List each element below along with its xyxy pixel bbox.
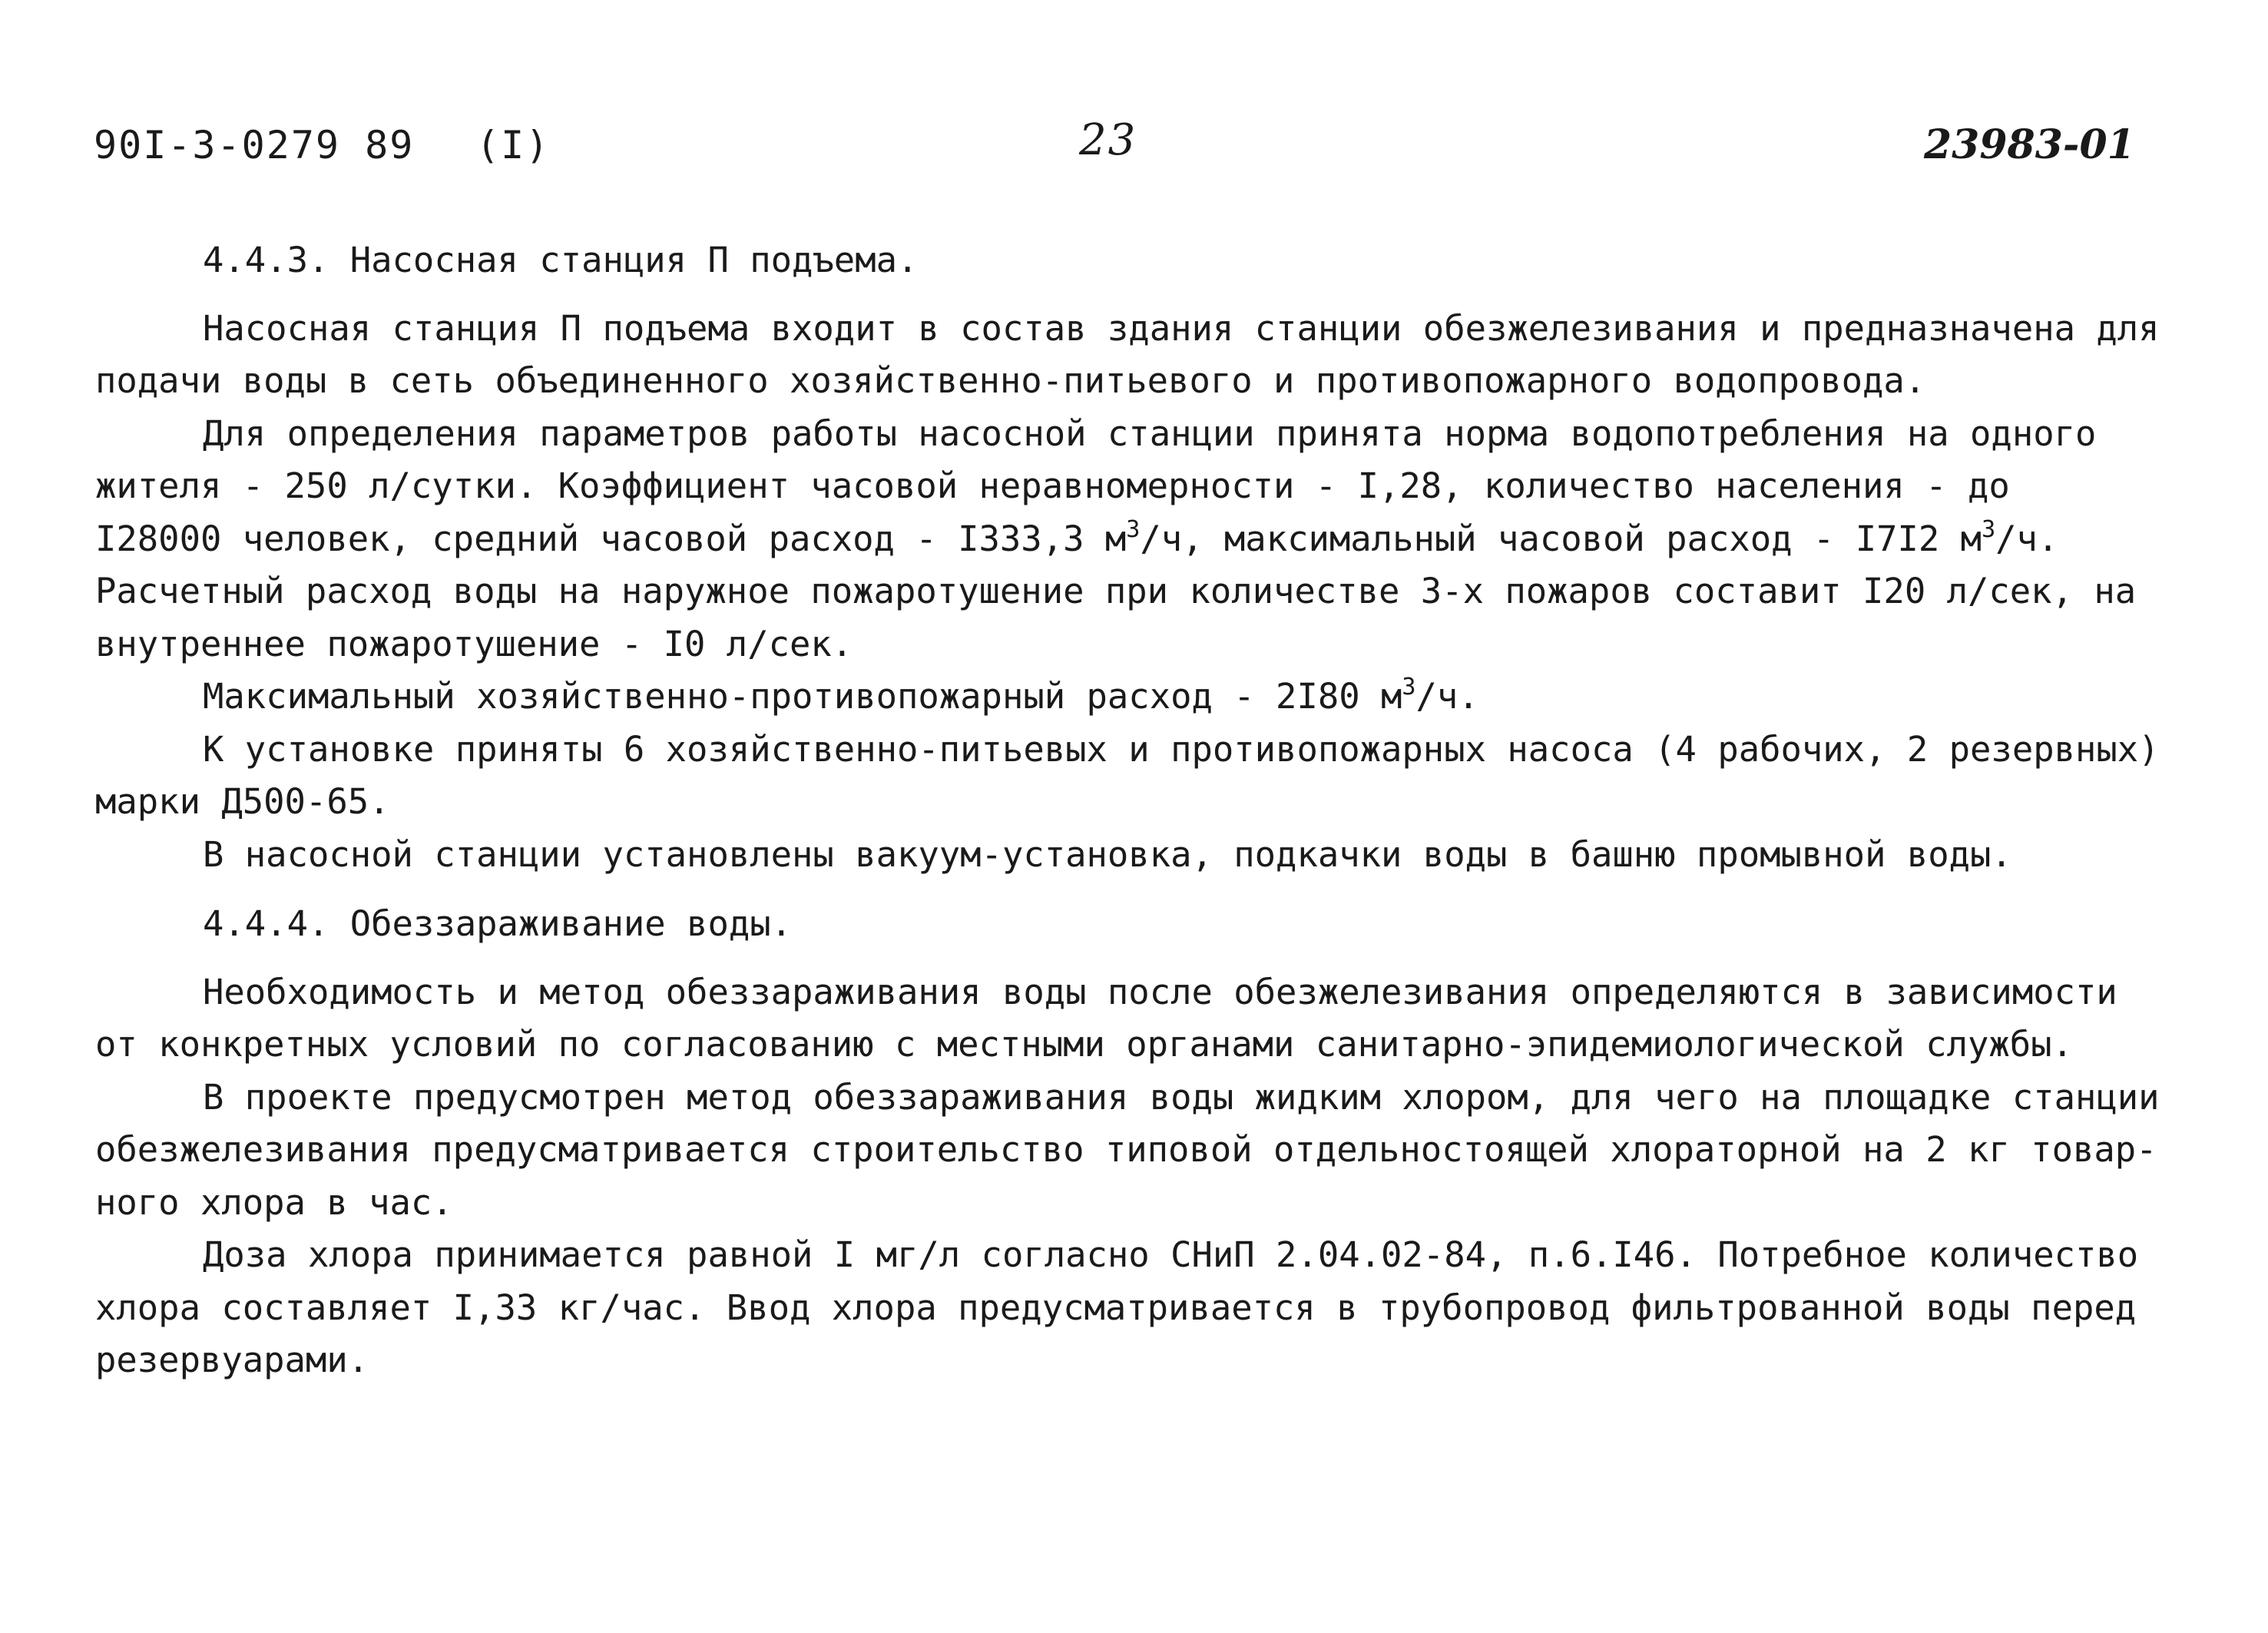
text-line: подачи воды в сеть объединенного хозяйственно-питьевого и противопожарного водопровода. [95, 360, 1926, 401]
document-code: 90I-3-0279 89 [94, 123, 415, 167]
paragraph [95, 966, 2184, 1072]
text-line: жителя - 250 л/сутки. Коэффициент часовой неравномерности - I,28, количество населения - до [95, 465, 2010, 506]
superscript: 3 [1126, 515, 1141, 543]
paragraph [95, 303, 2184, 408]
text-fragment: /ч, максимальный часовой расход - I7I2 м [1140, 518, 1982, 559]
section-heading-4-4-4: 4.4.4. Обеззараживание воды. [203, 903, 793, 944]
inventory-number: 23983-01 [1924, 121, 2135, 168]
page-number: 23 [1079, 115, 1137, 165]
paragraph [95, 1072, 2184, 1230]
paragraph [95, 829, 2184, 882]
paragraph [95, 1229, 2184, 1387]
paragraph [95, 724, 2184, 829]
text-line: Необходимость и метод обеззараживания воды после обезжелезивания определяются в зависимости [203, 971, 2117, 1012]
document-body [95, 234, 2184, 1387]
paragraph [95, 671, 2184, 724]
text-line: К установке приняты 6 хозяйственно-питьевых и противопожарных насоса (4 рабочих, 2 резервных) [203, 728, 2160, 770]
text-line: от конкретных условий по согласованию с местными органами санитарно-эпидемиологической службы. [95, 1024, 2073, 1065]
text-line: обезжелезивания предусматривается строительство типовой отдельностоящей хлораторной на 2 кг товар- [95, 1129, 2157, 1170]
document-part: (I) [476, 123, 551, 167]
text-fragment: /ч. [1995, 518, 2059, 559]
text-line [95, 671, 2184, 724]
text-line: В проекте предусмотрен метод обеззараживания воды жидким хлором, для чего на площадке станции [203, 1076, 2160, 1118]
text-line: Насосная станция П подъема входит в состав здания станции обезжелезивания и предназначена для [203, 307, 2160, 349]
text-line: резервуарами. [95, 1340, 369, 1380]
section-heading-4-4-3: 4.4.3. Насосная станция П подъема. [203, 240, 919, 280]
text-line: внутреннее пожаротушение - I0 л/сек. [95, 623, 853, 664]
text-line: Для определения параметров работы насосной станции принята норма водопотребления на одного [203, 412, 2097, 454]
text-line: ного хлора в час. [95, 1181, 453, 1223]
paragraph [95, 408, 2184, 671]
text-line [95, 513, 2184, 566]
text-line: Расчетный расход воды на наружное пожаротушение при количестве 3-х пожаров составит I20 л/сек, на [95, 571, 2137, 611]
superscript: 3 [1402, 674, 1416, 701]
text-fragment: /ч. [1415, 676, 1479, 717]
text-line: хлора составляет I,33 кг/час. Ввод хлора предусматривается в трубопровод фильтрованной воды перед [95, 1287, 2137, 1328]
text-line: В насосной станции установлены вакуум-установка, подкачки воды в башню промывной воды. [203, 833, 2012, 875]
text-fragment: Максимальный хозяйственно-противопожарный расход - 2I80 м [203, 676, 1402, 717]
text-fragment: I28000 человек, средний часовой расход - I333,3 м [95, 518, 1127, 559]
text-line: марки Д500-65. [95, 781, 390, 822]
superscript: 3 [1982, 515, 1996, 543]
text-line: Доза хлора принимается равной I мг/л согласно СНиП 2.04.02-84, п.6.I46. Потребное количество [203, 1234, 2139, 1275]
